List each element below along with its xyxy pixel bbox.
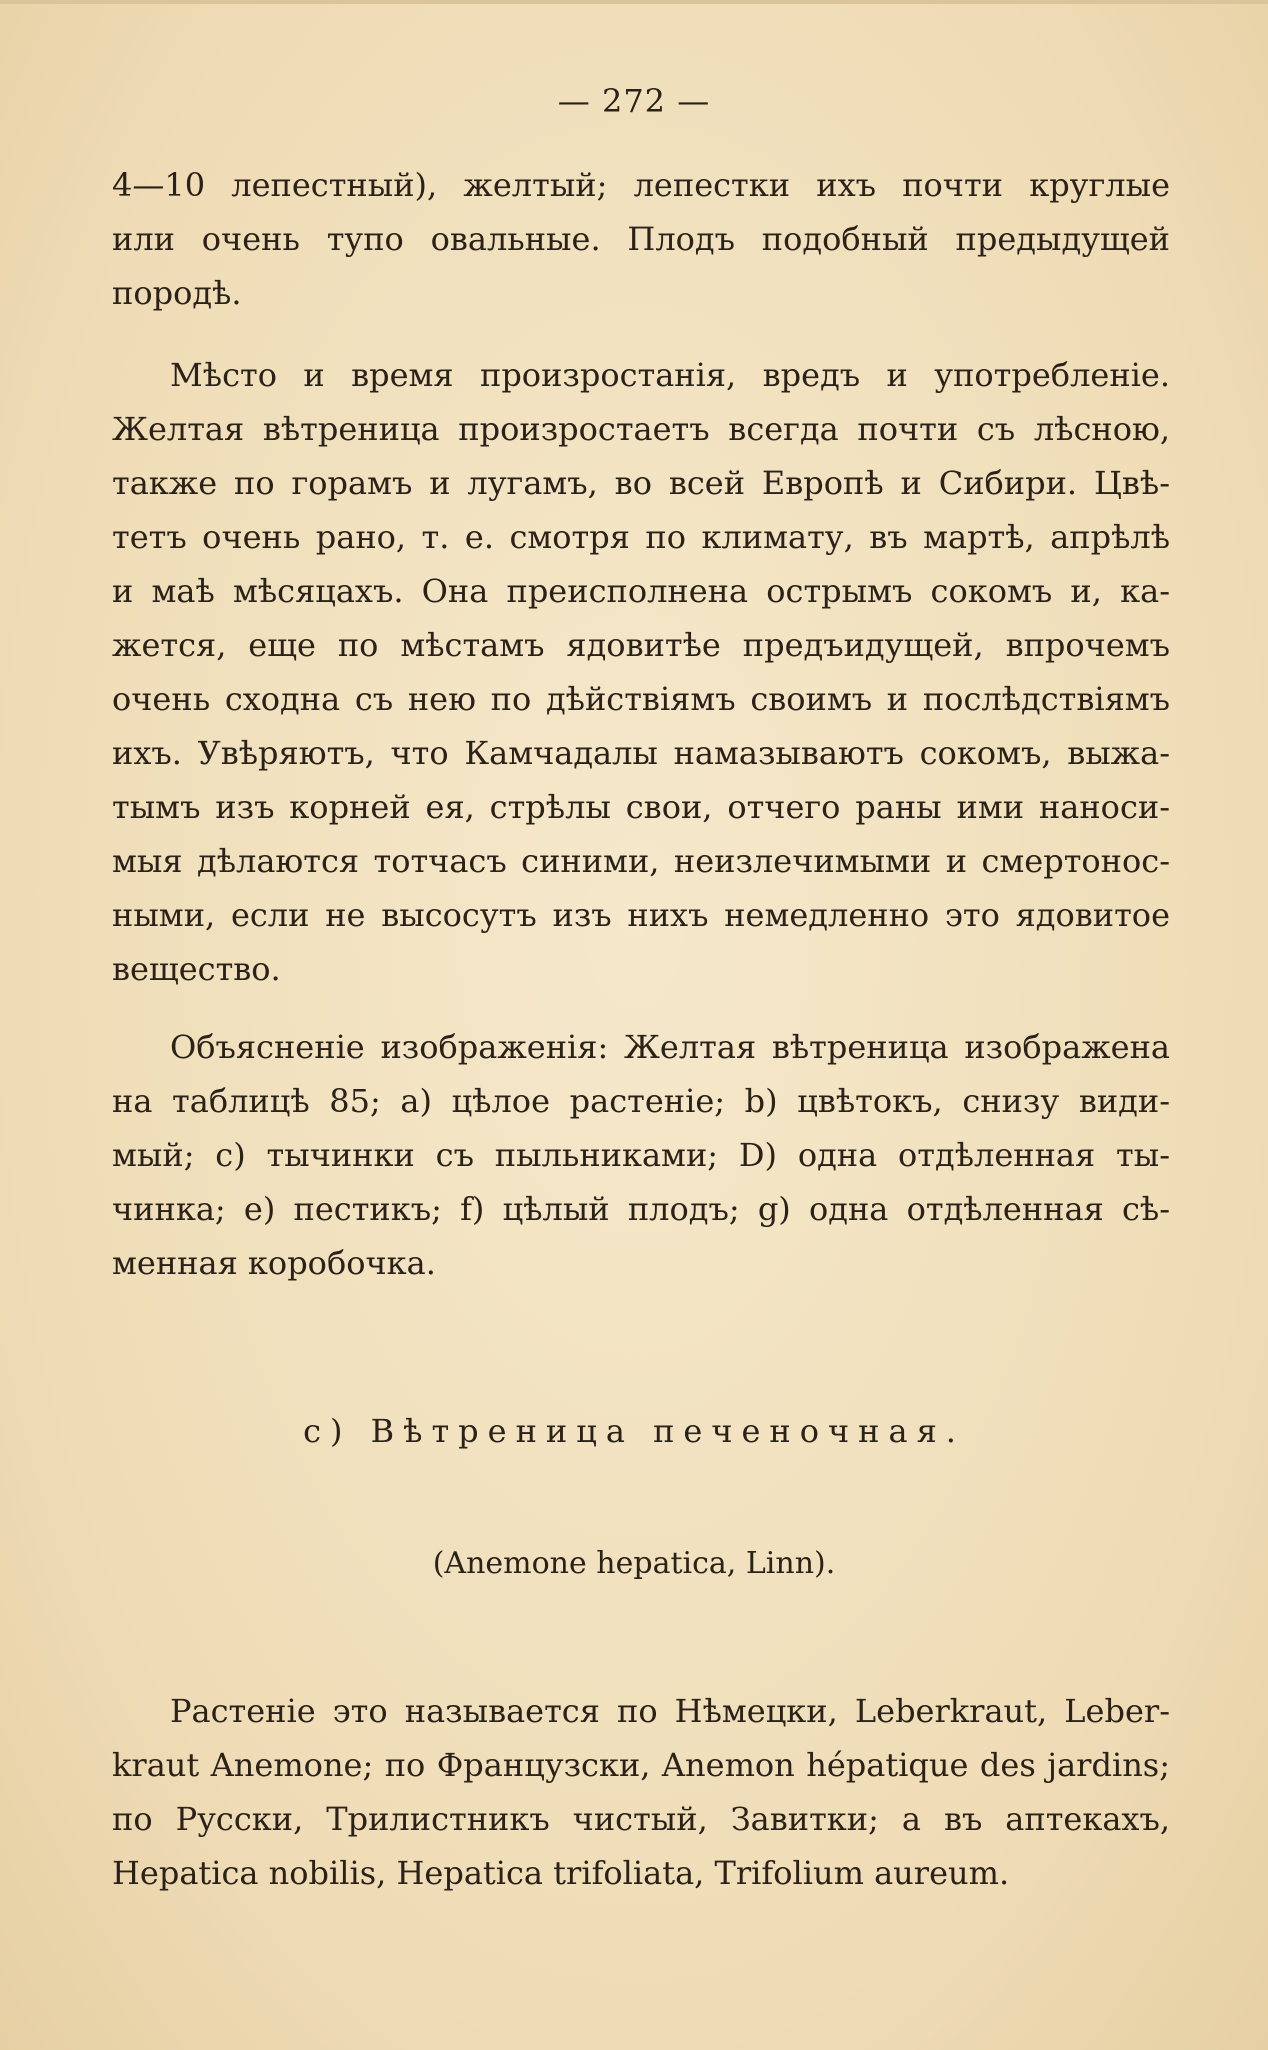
text-line: Растеніе это называется по Нѣмецки, Leberkraut, Leber- xyxy=(170,1692,1170,1730)
text-line: Мѣсто и время произростанія, вредъ и употребленіе. xyxy=(170,356,1170,394)
text-line: также по горамъ и лугамъ, во всей Европѣ и Сибири. Цвѣ- xyxy=(112,464,1170,502)
text-line: на таблицѣ 85; a) цѣлое растеніе; b) цвѣтокъ, снизу види- xyxy=(112,1082,1170,1120)
paragraph-habitat xyxy=(112,348,1170,996)
text-line: породѣ. xyxy=(112,274,242,312)
paragraph-illustration-explanation xyxy=(112,1020,1170,1290)
page-edge xyxy=(0,0,1268,4)
text-line: и маѣ мѣсяцахъ. Она преисполнена острымъ сокомъ и, ка- xyxy=(112,572,1170,610)
text-line: Hepatica nobilis, Hepatica trifoliata, Trifolium aureum. xyxy=(112,1854,1010,1892)
text-line: Объясненіе изображенія: Желтая вѣтреница изображена xyxy=(170,1028,1170,1066)
text-line: тымъ изъ корней ея, стрѣлы свои, отчего раны ими наноси- xyxy=(112,788,1170,826)
section-heading: c) Вѣтреница печеночная. xyxy=(303,1412,965,1450)
text-line: мыя дѣлаются тотчасъ синими, неизлечимыми и смертонос- xyxy=(112,842,1170,880)
text-line: kraut Anemone; по Французски, Anemon hépatique des jardins; xyxy=(112,1746,1170,1784)
text-line: тетъ очень рано, т. е. смотря по климату, въ мартѣ, апрѣлѣ xyxy=(112,518,1170,556)
text-line: менная коробочка. xyxy=(112,1244,436,1282)
paragraph-names xyxy=(112,1684,1170,1900)
text-line: ихъ. Увѣряютъ, что Камчадалы намазываютъ сокомъ, выжа- xyxy=(112,734,1170,772)
page-number: — 272 — xyxy=(557,82,711,120)
text-line: чинка; e) пестикъ; f) цѣлый плодъ; g) одна отдѣленная сѣ- xyxy=(112,1190,1170,1228)
text-line: вещество. xyxy=(112,950,281,988)
text-line: 4—10 лепестный), желтый; лепестки ихъ почти круглые xyxy=(112,166,1170,204)
paragraph-continuation xyxy=(112,158,1170,320)
text-line: ными, если не высосутъ изъ нихъ немедленно это ядовитое xyxy=(112,896,1170,934)
text-line: жется, еще по мѣстамъ ядовитѣе предъидущей, впрочемъ xyxy=(112,626,1170,664)
text-line: Желтая вѣтреница произростаетъ всегда почти съ лѣсною, xyxy=(112,410,1170,448)
text-line: по Русски, Трилистникъ чистый, Завитки; а въ аптекахъ, xyxy=(112,1800,1170,1838)
text-line: мый; c) тычинки съ пыльниками; D) одна отдѣленная ты- xyxy=(112,1136,1170,1174)
text-line: или очень тупо овальные. Плодъ подобный предыдущей xyxy=(112,220,1170,258)
text-line: очень сходна съ нею по дѣйствіямъ своимъ и послѣдствіямъ xyxy=(112,680,1170,718)
latin-name: (Anemone hepatica, Linn). xyxy=(432,1546,836,1581)
